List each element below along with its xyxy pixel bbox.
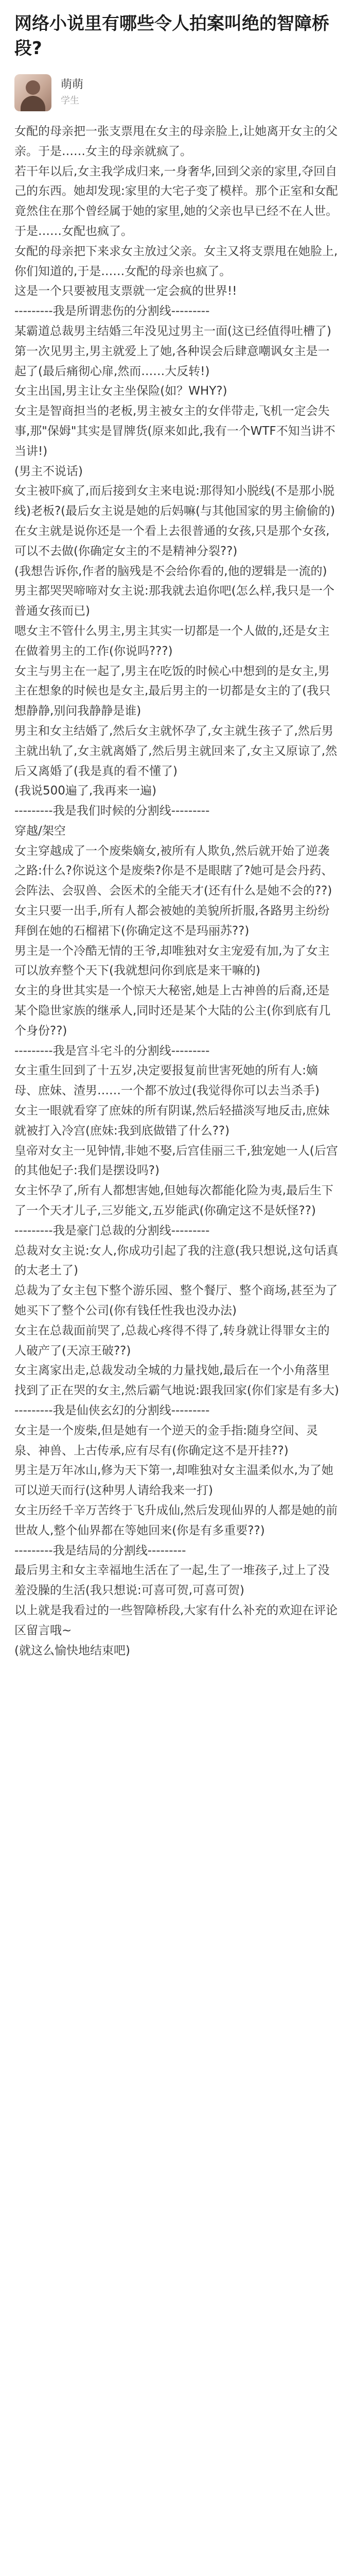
author-name[interactable]: 萌萌 (61, 78, 84, 91)
answer-paragraph: 女主在总裁面前哭了,总裁心疼得不得了,转身就让得罪女主的人破产了(天凉王破??) (14, 1324, 330, 1358)
section-heading: 穿越/架空 (14, 824, 66, 838)
section-divider: ---------我是仙侠玄幻的分割线--------- (14, 1404, 210, 1417)
author-badge: 学生 (61, 95, 79, 106)
answer-paragraph: 这是一个只要被甩支票就一定会疯的世界!! (14, 284, 237, 298)
section-divider: ---------我是我们时候的分割线--------- (14, 804, 210, 818)
answer-paragraph: (就这么愉快地结束吧) (14, 1643, 130, 1657)
question-title[interactable]: 网络小说里有哪些令人拍案叫绝的智障桥段? (14, 13, 329, 59)
answer-paragraph: 皇帝对女主一见钟情,非她不娶,后宫佳丽三千,独宠她一人(后宫的其他妃子:我们是摆设吗?) (14, 1144, 338, 1178)
answer-paragraph: 第一次见男主,男主就爱上了她,各种误会后肆意嘲讽女主是一起了(最后痛彻心扉,然而……大反转!) (14, 344, 330, 378)
answer-paragraph: 总裁为了女主包下整个游乐园、整个餐厅、整个商场,甚至为了她买下了整个公司(你有钱任性我也没办法) (14, 1284, 338, 1318)
answer-paragraph: 女主是智商担当的老板,男主被女主的女伴带走,飞机一定会失事,那"保姆"其实是冒牌货(原来如此,我有一个WTF不知当讲不当讲!) (14, 404, 335, 458)
answer-paragraph: 男主是一个冷酷无情的王爷,却唯独对女主宠爱有加,为了女主可以放弃整个天下(我就想问你到底是来干嘛的) (14, 944, 330, 978)
answer-paragraph: (男主不说话) (14, 464, 83, 478)
answer-paragraph: 女主的身世其实是一个惊天大秘密,她是上古神兽的后裔,还是某个隐世家族的继承人,同时还是某个大陆的公主(你到底有几个身份??) (14, 984, 331, 1038)
answer-paragraph: 女主与男主在一起了,男主在吃饭的时候心中想到的是女主,男主在想象的时候也是女主,最后男主的一切都是女主的了(我只想静静,别问我静静是谁) (14, 664, 331, 718)
answer-paragraph: 最后男主和女主幸福地生活在了一起,生了一堆孩子,过上了没羞没臊的生活(我只想说:可喜可贺,可喜可贺) (14, 1564, 330, 1598)
answer-paragraph: 女主是一个废柴,但是她有一个逆天的金手指:随身空间、灵泉、神兽、上古传承,应有尽有(你确定这不是开挂??) (14, 1423, 318, 1458)
avatar-body-shape (21, 96, 45, 111)
answer-paragraph: 女主一眼就看穿了庶妹的所有阴谋,然后轻描淡写地反击,庶妹就被打入冷宫(庶妹:我到底做错了什么??) (14, 1104, 330, 1138)
section-divider: ---------我是结局的分割线--------- (14, 1544, 186, 1557)
answer-paragraph: 男主都哭哭啼啼对女主说:那我就去追你吧(怎么样,我只是一个普通女孩而已) (14, 584, 335, 618)
answer-paragraph: 女主只要一出手,所有人都会被她的美貌所折服,各路男主纷纷拜倒在她的石榴裙下(你确定这不是玛丽苏??) (14, 904, 330, 938)
answer-paragraph: 男主是万年冰山,修为天下第一,却唯独对女主温柔似水,为了她可以逆天而行(这种男人请给我来一打) (14, 1464, 333, 1498)
answer-paragraph: 以上就是我看过的一些智障桥段,大家有什么补充的欢迎在评论区留言哦~ (14, 1603, 338, 1637)
answer-paragraph: 女主出国,男主让女主坐保险(如？WHY?) (14, 384, 227, 398)
answer-paragraph: 若干年以后,女主我学成归来,一身奢华,回到父亲的家里,夺回自己的东西。她却发现:家里的大宅子变了模样。那个正室和女配竟然住在那个曾经属于她的家里,她的父亲也早已经不在人世。于是……女配也疯了。 (14, 164, 338, 238)
answer-paragraph: 女主怀孕了,所有人都想害她,但她每次都能化险为夷,最后生下了一个天才儿子,三岁能文,五岁能武(你确定这不是妖怪??) (14, 1184, 333, 1218)
section-divider: ---------我是宫斗宅斗的分割线--------- (14, 1044, 210, 1058)
answer-paragraph: 女主重生回到了十五岁,决定要报复前世害死她的所有人:嫡母、庶妹、渣男……一个都不放过(我觉得你可以去当杀手) (14, 1064, 319, 1098)
answer-paragraph: 在女主就是说你还是一个看上去很普通的女孩,只是那个女孩,可以不去做(你确定女主的不是精神分裂??) (14, 524, 330, 558)
answer-paragraph: 女主历经千辛万苦终于飞升成仙,然后发现仙界的人都是她的前世故人,整个仙界都在等她回来(你是有多重要??) (14, 1503, 338, 1537)
author-meta (61, 77, 83, 108)
author-row[interactable] (0, 61, 355, 113)
answer-paragraph: 男主和女主结婚了,然后女主就怀孕了,女主就生孩子了,然后男主就出轨了,女主就离婚了,然后男主就回来了,女主又原谅了,然后又离婚了(我是真的看不懂了) (14, 724, 338, 778)
answer-paragraph: 女配的母亲把下来求女主放过父亲。女主又将支票甩在她脸上,你们知道的,于是……女配的母亲也疯了。 (14, 244, 338, 278)
answer-paragraph: 女主离家出走,总裁发动全城的力量找她,最后在一个小角落里找到了正在哭的女主,然后霸气地说:跟我回家(你们家是有多大) (14, 1364, 340, 1398)
answer-paragraph: (我说500遍了,我再来一遍) (14, 784, 157, 798)
answer-paragraph: 嗯女主不管什么男主,男主其实一切都是一个人做的,还是女主在做着男主的工作(你说吗???) (14, 624, 330, 658)
answer-paragraph: 总裁对女主说:女人,你成功引起了我的注意(我只想说,这句话真的太老土了) (14, 1244, 339, 1278)
answer-paragraph: 女主穿越成了一个废柴嫡女,被所有人欺负,然后就开始了逆袭之路:什么?你说这个是废柴?你是不是眼瞎了?她可是会丹药、会阵法、会驭兽、会医术的全能天才(还有什么是她不会的??) (14, 844, 333, 898)
user-avatar-icon[interactable] (14, 74, 51, 111)
answer-paragraph: (我想告诉你,作者的脑残是不会给你看的,他的逻辑是一流的) (14, 564, 327, 578)
section-divider: ---------我是豪门总裁的分割线--------- (14, 1224, 210, 1238)
section-divider: ---------我是所谓悲伤的分割线--------- (14, 304, 210, 318)
answer-body (0, 113, 355, 1660)
answer-paragraph: 某霸道总裁男主结婚三年没见过男主一面(这已经值得吐槽了) (14, 324, 331, 338)
avatar-head-shape (26, 80, 40, 95)
answer-paragraph: 女配的母亲把一张支票甩在女主的母亲脸上,让她离开女主的父亲。于是……女主的母亲就疯了。 (14, 125, 338, 158)
answer-paragraph: 女主被吓疯了,而后接到女主来电说:那得知小脱线(不是那小脱线)老板?(最后女主说是她的后妈嘛(与其他国家的男主偷偷的) (14, 484, 335, 518)
